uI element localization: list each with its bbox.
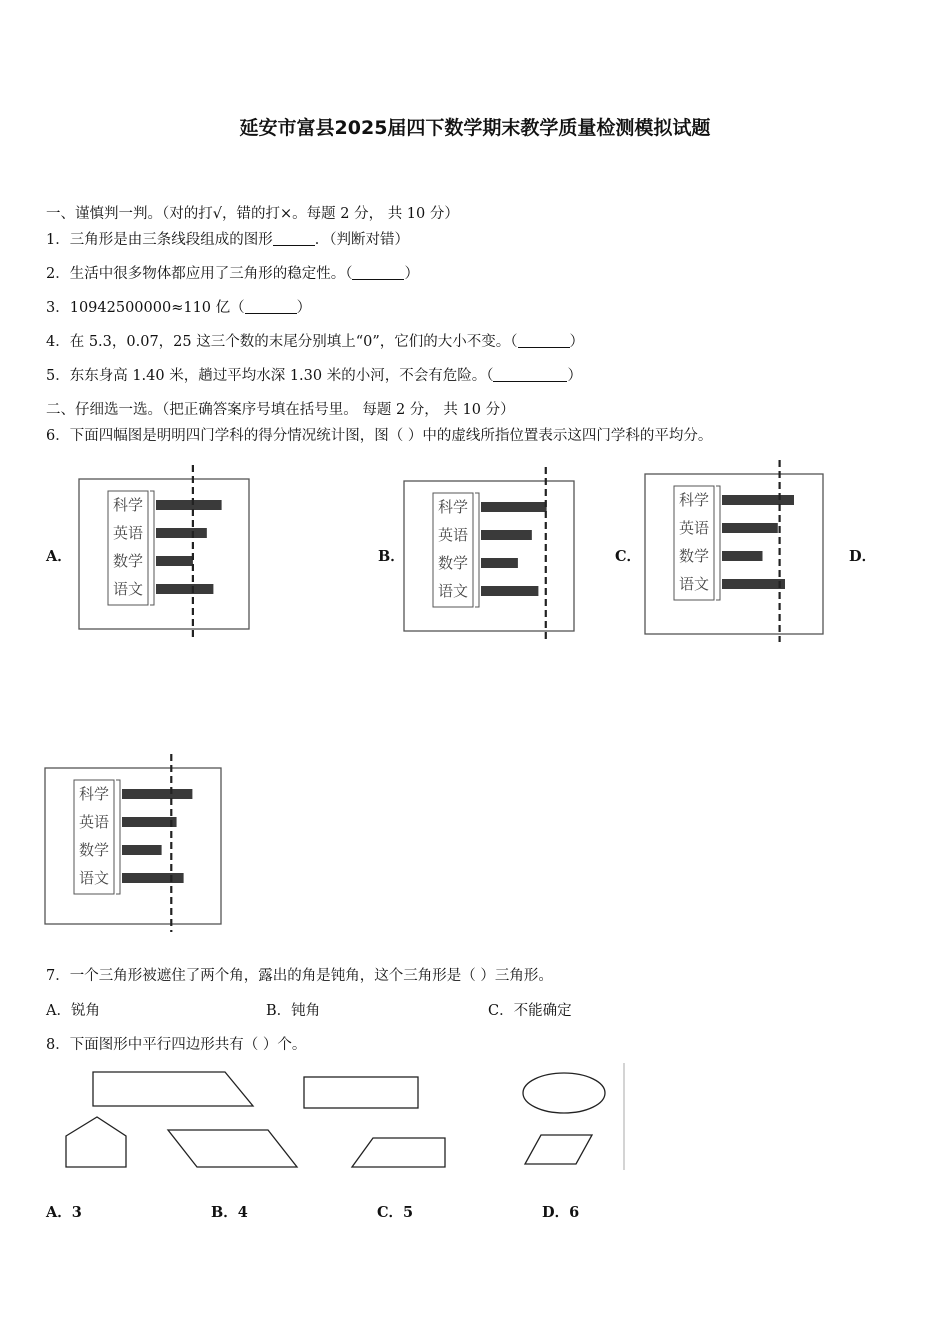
question-4 xyxy=(46,330,584,351)
q2-text: 2．生活中很多物体都应用了三角形的稳定性。（ xyxy=(46,266,353,282)
q5-answer-blank[interactable] xyxy=(493,367,567,383)
axis-bracket xyxy=(475,493,479,607)
q3-answer-blank[interactable] xyxy=(245,299,297,315)
question-3 xyxy=(46,296,311,317)
category-label: 英语 xyxy=(678,519,710,537)
chart-a xyxy=(78,465,250,637)
bar-语文 xyxy=(122,873,184,883)
question-7: 7．一个三角形被遮住了两个角，露出的角是钝角，这个三角形是（ ）三角形。 xyxy=(46,968,553,984)
bar-数学 xyxy=(122,845,162,855)
question-2 xyxy=(46,262,419,283)
q8-option-d[interactable]: D．6 xyxy=(542,1204,580,1221)
axis-bracket xyxy=(150,491,154,605)
q7-option-c[interactable]: C．不能确定 xyxy=(488,1003,572,1019)
category-label: 数学 xyxy=(112,552,144,570)
bar-语文 xyxy=(722,579,785,589)
q8-option-b[interactable]: B．4 xyxy=(211,1204,248,1221)
category-label: 科学 xyxy=(78,785,110,803)
bar-科学 xyxy=(481,502,547,512)
question-5 xyxy=(46,364,582,385)
chart-d xyxy=(44,754,222,932)
bar-英语 xyxy=(722,523,778,533)
category-label: 科学 xyxy=(678,491,710,509)
q2-suffix: ） xyxy=(404,266,419,282)
q1-answer-blank[interactable] xyxy=(273,231,315,247)
category-label: 语文 xyxy=(678,575,710,593)
bar-英语 xyxy=(156,528,207,538)
shapes-figure xyxy=(55,1060,635,1175)
q1-suffix: ．（判断对错） xyxy=(314,232,409,248)
question-6: 6．下面四幅图是明明四门学科的得分情况统计图，图（ ）中的虚线所指位置表示这四门学科的平均分。 xyxy=(46,428,713,444)
shape-parallelogram-1 xyxy=(168,1130,297,1167)
shape-rectangle xyxy=(304,1077,418,1108)
bar-英语 xyxy=(481,530,532,540)
bar-语文 xyxy=(156,584,213,594)
bar-数学 xyxy=(722,551,763,561)
shape-trapezoid xyxy=(352,1138,445,1167)
section1-heading: 一、谨慎判一判。（对的打√，错的打×。每题 2 分， 共 10 分） xyxy=(46,206,459,222)
category-label: 科学 xyxy=(112,496,144,514)
bar-英语 xyxy=(122,817,177,827)
q5-text: 5．东东身高 1.40 米，趟过平均水深 1.30 米的小河，不会有危险。（ xyxy=(46,368,494,384)
q8-option-c[interactable]: C．5 xyxy=(377,1204,414,1221)
q3-text: 3．10942500000≈110 亿（ xyxy=(46,300,245,316)
category-label: 语文 xyxy=(437,582,469,600)
section2-heading: 二、仔细选一选。（把正确答案序号填在括号里。 每题 2 分， 共 10 分） xyxy=(46,402,515,418)
category-label: 语文 xyxy=(78,869,110,887)
category-label: 数学 xyxy=(678,547,710,565)
q4-answer-blank[interactable] xyxy=(518,333,570,349)
axis-bracket xyxy=(716,486,720,600)
q8-option-a[interactable]: A．3 xyxy=(46,1204,82,1221)
category-label: 英语 xyxy=(78,813,110,831)
question-8: 8．下面图形中平行四边形共有（ ）个。 xyxy=(46,1037,307,1053)
category-label: 数学 xyxy=(437,554,469,572)
q4-text: 4．在 5.3，0.07，25 这三个数的末尾分别填上“0”，它们的大小不变。（ xyxy=(46,334,518,350)
category-label: 科学 xyxy=(437,498,469,516)
shape-parallelogram-2 xyxy=(525,1135,592,1164)
bar-科学 xyxy=(722,495,794,505)
category-label: 英语 xyxy=(112,524,144,542)
bar-语文 xyxy=(481,586,538,596)
shape-right-trapezoid xyxy=(93,1072,253,1106)
q6-option-d[interactable]: D． xyxy=(849,548,877,565)
q6-option-b[interactable]: B． xyxy=(378,548,405,565)
q7-option-b[interactable]: B．钝角 xyxy=(266,1003,321,1019)
q5-suffix: ） xyxy=(567,368,582,384)
category-label: 英语 xyxy=(437,526,469,544)
chart-c xyxy=(644,460,824,642)
q7-option-a[interactable]: A．锐角 xyxy=(46,1003,100,1019)
q6-option-a[interactable]: A． xyxy=(46,548,72,565)
q4-suffix: ） xyxy=(569,334,585,350)
page-title: 延安市富县2025届四下数学期末教学质量检测模拟试题 xyxy=(239,117,711,139)
q6-option-c[interactable]: C． xyxy=(615,548,642,565)
q2-answer-blank[interactable] xyxy=(352,265,404,281)
bar-科学 xyxy=(122,789,192,799)
chart-b xyxy=(403,467,575,639)
axis-bracket xyxy=(116,780,120,894)
q1-text: 1．三角形是由三条线段组成的图形 xyxy=(46,232,273,248)
question-1 xyxy=(46,228,409,249)
q3-suffix: ） xyxy=(296,300,312,316)
category-label: 语文 xyxy=(112,580,144,598)
bar-科学 xyxy=(156,500,222,510)
bar-数学 xyxy=(156,556,193,566)
bar-数学 xyxy=(481,558,518,568)
shape-pentagon xyxy=(66,1117,126,1167)
category-label: 数学 xyxy=(78,841,110,859)
shape-ellipse xyxy=(523,1073,605,1113)
